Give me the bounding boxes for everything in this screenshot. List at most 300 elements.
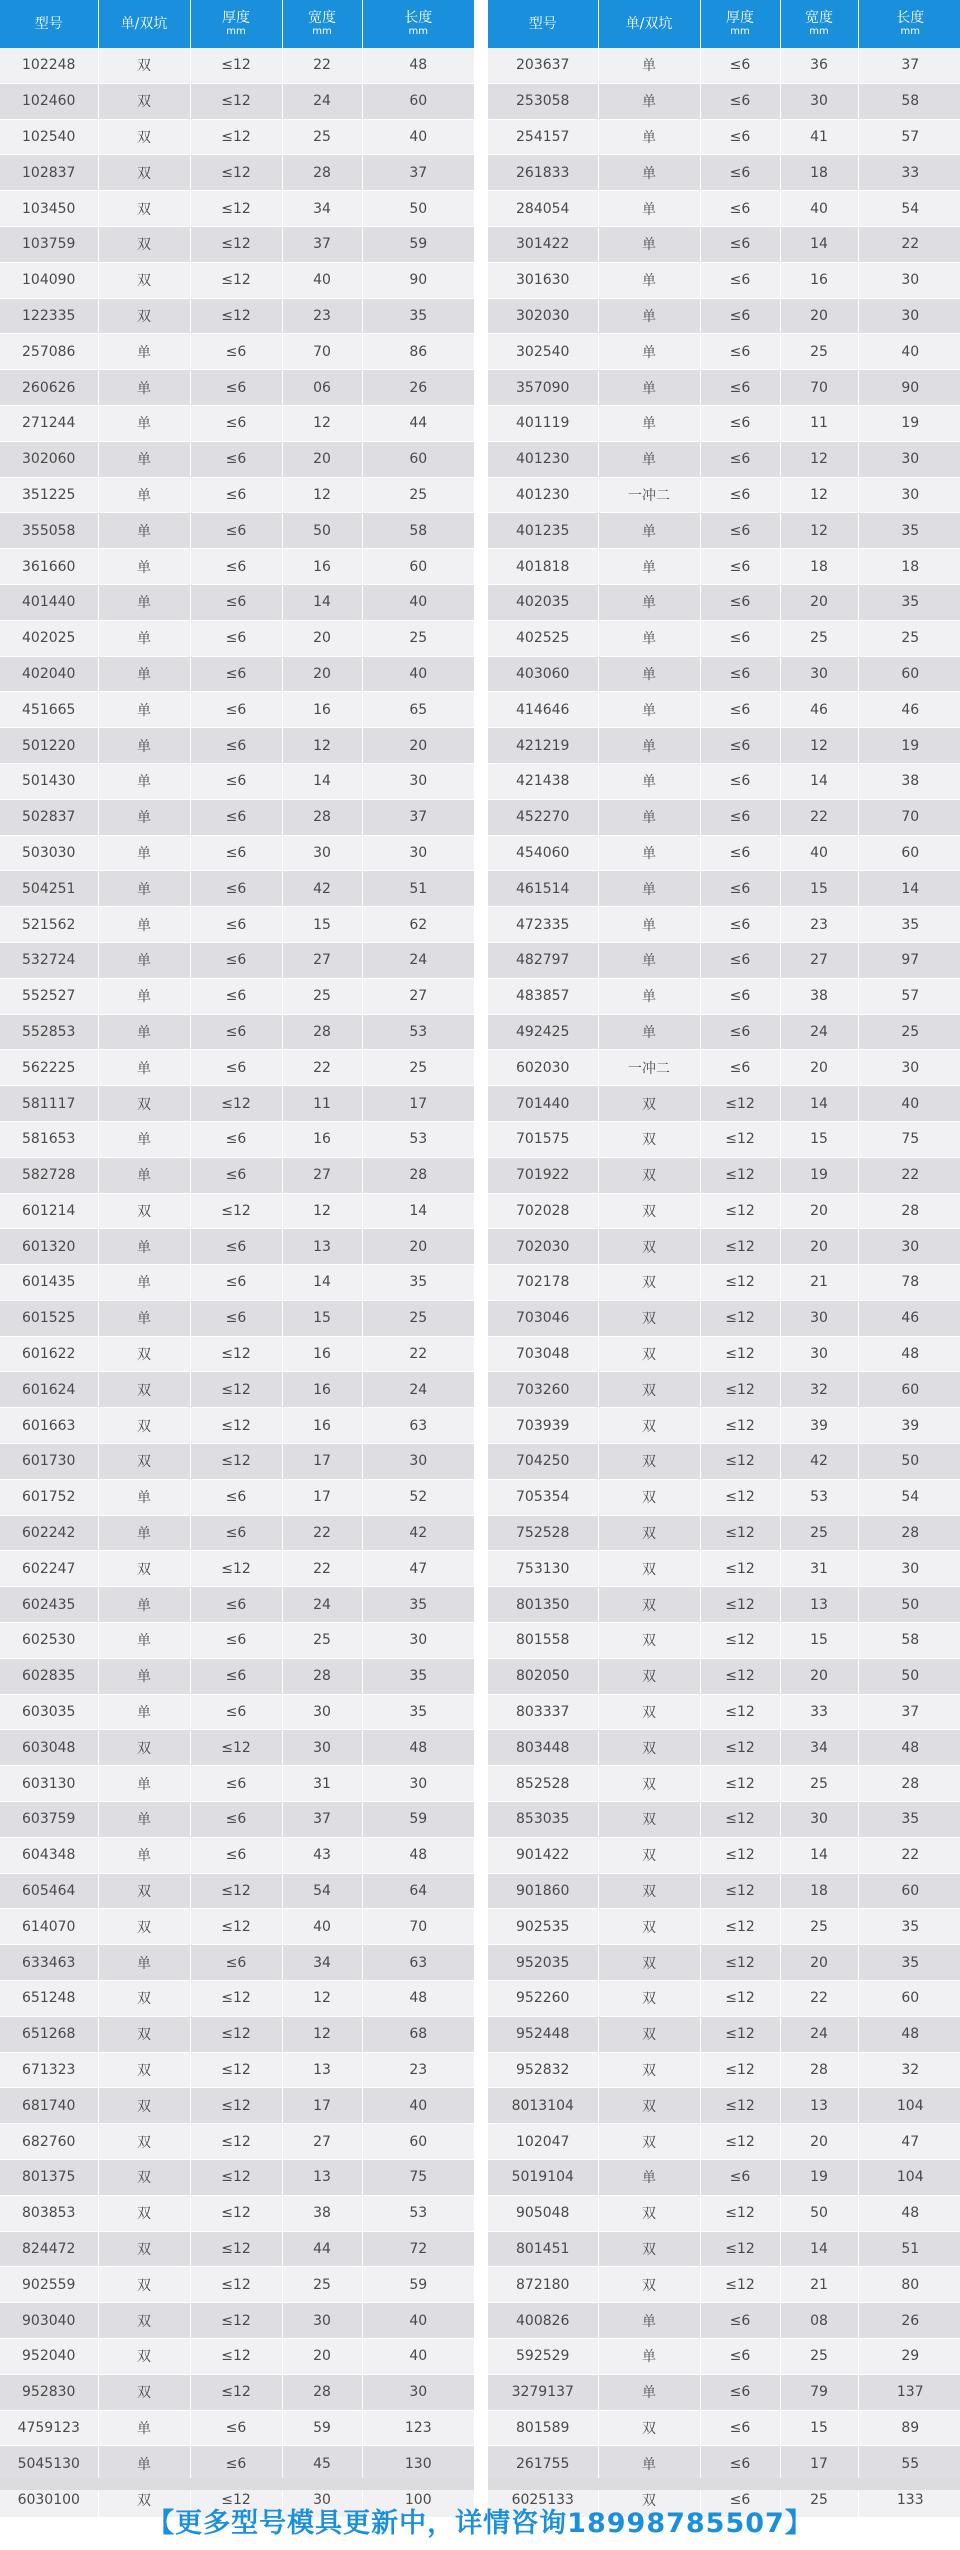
cell-model: 401235 xyxy=(488,513,598,549)
cell-thickness: ≤12 xyxy=(190,83,282,119)
cell-thickness: ≤6 xyxy=(190,907,282,943)
cell-groove: 单 xyxy=(98,835,190,871)
table-row xyxy=(0,226,474,262)
cell-width: 24 xyxy=(780,1014,858,1050)
cell-length: 30 xyxy=(858,298,960,334)
cell-thickness: ≤6 xyxy=(190,728,282,764)
cell-length: 75 xyxy=(858,1121,960,1157)
cell-length: 53 xyxy=(362,1121,474,1157)
cell-width: 30 xyxy=(282,1694,362,1730)
table-row xyxy=(0,2124,474,2160)
cell-length: 35 xyxy=(858,513,960,549)
table-row xyxy=(488,1193,960,1229)
cell-model: 421438 xyxy=(488,763,598,799)
cell-groove: 双 xyxy=(98,1444,190,1480)
table-row xyxy=(0,2446,474,2482)
cell-width: 12 xyxy=(282,477,362,513)
cell-thickness: ≤6 xyxy=(700,799,780,835)
cell-thickness: ≤6 xyxy=(190,513,282,549)
cell-width: 42 xyxy=(282,871,362,907)
cell-thickness: ≤6 xyxy=(700,2374,780,2410)
cell-thickness: ≤6 xyxy=(700,620,780,656)
cell-length: 40 xyxy=(362,656,474,692)
table-row xyxy=(488,1050,960,1086)
cell-thickness: ≤12 xyxy=(700,1444,780,1480)
cell-width: 17 xyxy=(282,2088,362,2124)
cell-length: 123 xyxy=(362,2410,474,2446)
cell-groove: 单 xyxy=(98,334,190,370)
table-row xyxy=(488,513,960,549)
cell-length: 35 xyxy=(362,1694,474,1730)
cell-length: 60 xyxy=(362,83,474,119)
cell-length: 25 xyxy=(362,1050,474,1086)
cell-length: 30 xyxy=(362,1766,474,1802)
cell-length: 60 xyxy=(858,1981,960,2017)
cell-length: 30 xyxy=(362,1444,474,1480)
cell-model: 752528 xyxy=(488,1515,598,1551)
cell-width: 20 xyxy=(780,298,858,334)
cell-length: 19 xyxy=(858,728,960,764)
cell-length: 35 xyxy=(362,298,474,334)
cell-groove: 单 xyxy=(98,441,190,477)
cell-length: 48 xyxy=(362,1837,474,1873)
cell-length: 40 xyxy=(362,2339,474,2375)
table-row xyxy=(488,2267,960,2303)
table-row xyxy=(488,1408,960,1444)
cell-length: 64 xyxy=(362,1873,474,1909)
cell-width: 31 xyxy=(282,1766,362,1802)
cell-groove: 单 xyxy=(98,1265,190,1301)
cell-width: 40 xyxy=(780,835,858,871)
cell-model: 421219 xyxy=(488,728,598,764)
cell-model: 803448 xyxy=(488,1730,598,1766)
table-row xyxy=(488,83,960,119)
cell-model: 801589 xyxy=(488,2410,598,2446)
cell-length: 37 xyxy=(362,799,474,835)
cell-width: 15 xyxy=(282,907,362,943)
cell-length: 30 xyxy=(362,835,474,871)
cell-length: 25 xyxy=(362,620,474,656)
cell-thickness: ≤6 xyxy=(700,441,780,477)
cell-length: 48 xyxy=(858,2195,960,2231)
cell-model: 301630 xyxy=(488,262,598,298)
cell-thickness: ≤6 xyxy=(190,871,282,907)
table-row xyxy=(488,370,960,406)
cell-model: 492425 xyxy=(488,1014,598,1050)
cell-groove: 双 xyxy=(98,1551,190,1587)
cell-thickness: ≤12 xyxy=(700,1551,780,1587)
table-row xyxy=(0,728,474,764)
table-row xyxy=(488,1694,960,1730)
cell-groove: 单 xyxy=(598,2374,700,2410)
cell-width: 32 xyxy=(780,1372,858,1408)
cell-model: 701922 xyxy=(488,1157,598,1193)
cell-thickness: ≤6 xyxy=(190,1050,282,1086)
cell-width: 27 xyxy=(282,2124,362,2160)
table-row xyxy=(488,799,960,835)
cell-length: 35 xyxy=(362,1658,474,1694)
cell-groove: 双 xyxy=(598,1909,700,1945)
cell-width: 37 xyxy=(282,1802,362,1838)
cell-thickness: ≤6 xyxy=(190,1300,282,1336)
cell-groove: 双 xyxy=(98,2482,190,2518)
cell-groove: 单 xyxy=(98,1802,190,1838)
cell-width: 25 xyxy=(282,978,362,1014)
cell-groove: 单 xyxy=(598,155,700,191)
cell-model: 552853 xyxy=(0,1014,98,1050)
table-row xyxy=(0,2303,474,2339)
cell-width: 16 xyxy=(282,1336,362,1372)
cell-thickness: ≤12 xyxy=(190,1551,282,1587)
cell-length: 70 xyxy=(858,799,960,835)
cell-thickness: ≤12 xyxy=(700,1121,780,1157)
table-row xyxy=(0,1515,474,1551)
cell-width: 21 xyxy=(780,2267,858,2303)
cell-width: 17 xyxy=(282,1444,362,1480)
cell-thickness: ≤12 xyxy=(190,2052,282,2088)
cell-length: 29 xyxy=(858,2339,960,2375)
cell-length: 28 xyxy=(858,1766,960,1802)
cell-thickness: ≤12 xyxy=(700,1587,780,1623)
table-row xyxy=(0,1086,474,1122)
cell-groove: 双 xyxy=(598,2052,700,2088)
cell-model: 801375 xyxy=(0,2160,98,2196)
table-row xyxy=(0,584,474,620)
cell-width: 70 xyxy=(282,334,362,370)
cell-thickness: ≤6 xyxy=(700,119,780,155)
table-row xyxy=(0,1014,474,1050)
table-row xyxy=(488,1551,960,1587)
cell-width: 19 xyxy=(780,2160,858,2196)
cell-model: 6030100 xyxy=(0,2482,98,2518)
cell-width: 42 xyxy=(780,1444,858,1480)
table-row xyxy=(0,835,474,871)
table-row xyxy=(0,155,474,191)
cell-width: 27 xyxy=(282,1157,362,1193)
header-width: 宽度 mm xyxy=(282,0,362,48)
table-row xyxy=(488,2410,960,2446)
cell-length: 25 xyxy=(362,477,474,513)
cell-groove: 单 xyxy=(598,334,700,370)
table-row xyxy=(488,1730,960,1766)
table-row xyxy=(488,2303,960,2339)
cell-thickness: ≤6 xyxy=(190,1623,282,1659)
cell-width: 22 xyxy=(780,799,858,835)
cell-groove: 单 xyxy=(98,763,190,799)
cell-model: 601320 xyxy=(0,1229,98,1265)
cell-length: 35 xyxy=(858,907,960,943)
table-row xyxy=(0,1766,474,1802)
cell-length: 48 xyxy=(362,1730,474,1766)
table-row xyxy=(0,334,474,370)
table-row xyxy=(0,549,474,585)
cell-model: 552527 xyxy=(0,978,98,1014)
cell-groove: 双 xyxy=(98,119,190,155)
cell-width: 36 xyxy=(780,48,858,83)
header-thickness: 厚度 mm xyxy=(190,0,282,48)
cell-groove: 单 xyxy=(98,1050,190,1086)
table-row xyxy=(488,441,960,477)
cell-thickness: ≤12 xyxy=(700,1945,780,1981)
table-row xyxy=(488,1372,960,1408)
table-row xyxy=(488,48,960,83)
cell-model: 604348 xyxy=(0,1837,98,1873)
cell-model: 351225 xyxy=(0,477,98,513)
cell-thickness: ≤6 xyxy=(190,978,282,1014)
cell-groove: 双 xyxy=(98,155,190,191)
table-row xyxy=(488,728,960,764)
table-row xyxy=(488,298,960,334)
cell-width: 25 xyxy=(780,620,858,656)
table-row xyxy=(488,2374,960,2410)
cell-groove: 双 xyxy=(598,1086,700,1122)
cell-length: 104 xyxy=(858,2160,960,2196)
cell-model: 402025 xyxy=(0,620,98,656)
cell-groove: 单 xyxy=(98,1587,190,1623)
table-row xyxy=(488,549,960,585)
cell-width: 13 xyxy=(282,1229,362,1265)
cell-width: 24 xyxy=(780,2016,858,2052)
table-row xyxy=(0,1909,474,1945)
cell-width: 30 xyxy=(282,2303,362,2339)
cell-thickness: ≤12 xyxy=(190,2124,282,2160)
table-row xyxy=(488,907,960,943)
cell-thickness: ≤6 xyxy=(700,1050,780,1086)
cell-length: 42 xyxy=(362,1515,474,1551)
cell-thickness: ≤12 xyxy=(700,1229,780,1265)
cell-length: 60 xyxy=(362,549,474,585)
cell-groove: 单 xyxy=(598,692,700,728)
cell-model: 403060 xyxy=(488,656,598,692)
cell-length: 48 xyxy=(362,48,474,83)
table-row xyxy=(0,262,474,298)
cell-thickness: ≤6 xyxy=(190,1515,282,1551)
cell-width: 22 xyxy=(282,48,362,83)
cell-width: 14 xyxy=(282,584,362,620)
cell-length: 14 xyxy=(362,1193,474,1229)
cell-width: 28 xyxy=(282,155,362,191)
cell-thickness: ≤12 xyxy=(190,2016,282,2052)
cell-groove: 单 xyxy=(598,2339,700,2375)
cell-width: 20 xyxy=(780,2124,858,2160)
cell-model: 102837 xyxy=(0,155,98,191)
cell-thickness: ≤12 xyxy=(700,1479,780,1515)
table-body-right xyxy=(488,48,960,2517)
header-length-unit: mm xyxy=(408,26,428,37)
table-row xyxy=(488,1265,960,1301)
header-width: 宽度 mm xyxy=(780,0,858,48)
cell-groove: 单 xyxy=(98,477,190,513)
cell-groove: 单 xyxy=(598,728,700,764)
cell-thickness: ≤6 xyxy=(190,1658,282,1694)
cell-length: 80 xyxy=(858,2267,960,2303)
cell-width: 22 xyxy=(780,1981,858,2017)
table-row xyxy=(0,191,474,227)
cell-groove: 双 xyxy=(98,2160,190,2196)
cell-width: 31 xyxy=(780,1551,858,1587)
cell-groove: 单 xyxy=(598,1014,700,1050)
cell-thickness: ≤12 xyxy=(700,1157,780,1193)
table-row xyxy=(488,405,960,441)
table-row xyxy=(488,871,960,907)
cell-length: 22 xyxy=(362,1336,474,1372)
cell-groove: 双 xyxy=(98,2267,190,2303)
cell-thickness: ≤6 xyxy=(700,656,780,692)
cell-length: 30 xyxy=(362,2374,474,2410)
cell-width: 40 xyxy=(780,191,858,227)
cell-model: 483857 xyxy=(488,978,598,1014)
cell-width: 50 xyxy=(282,513,362,549)
cell-width: 30 xyxy=(282,1730,362,1766)
cell-groove: 单 xyxy=(598,2303,700,2339)
table-row xyxy=(0,1587,474,1623)
cell-length: 57 xyxy=(858,119,960,155)
cell-length: 30 xyxy=(858,262,960,298)
table-row xyxy=(488,1766,960,1802)
cell-length: 52 xyxy=(362,1479,474,1515)
cell-model: 602835 xyxy=(0,1658,98,1694)
cell-groove: 双 xyxy=(98,1873,190,1909)
cell-length: 70 xyxy=(362,1909,474,1945)
table-row xyxy=(0,2052,474,2088)
cell-thickness: ≤12 xyxy=(700,1372,780,1408)
cell-length: 59 xyxy=(362,2267,474,2303)
cell-width: 14 xyxy=(780,2231,858,2267)
table-row xyxy=(0,441,474,477)
table-row xyxy=(0,1408,474,1444)
cell-length: 65 xyxy=(362,692,474,728)
cell-groove: 双 xyxy=(598,1372,700,1408)
cell-thickness: ≤6 xyxy=(700,155,780,191)
cell-width: 27 xyxy=(780,942,858,978)
cell-width: 21 xyxy=(780,1265,858,1301)
cell-width: 27 xyxy=(282,942,362,978)
table-footer-strip xyxy=(0,2478,474,2490)
table-row xyxy=(0,620,474,656)
cell-groove: 双 xyxy=(98,1981,190,2017)
cell-thickness: ≤12 xyxy=(700,1802,780,1838)
cell-thickness: ≤12 xyxy=(190,191,282,227)
cell-model: 702178 xyxy=(488,1265,598,1301)
cell-width: 53 xyxy=(780,1479,858,1515)
table-row xyxy=(488,1623,960,1659)
cell-model: 581653 xyxy=(0,1121,98,1157)
cell-groove: 双 xyxy=(598,2231,700,2267)
table-row xyxy=(0,1193,474,1229)
cell-model: 454060 xyxy=(488,835,598,871)
table-row xyxy=(488,2339,960,2375)
cell-length: 35 xyxy=(858,1945,960,1981)
cell-thickness: ≤12 xyxy=(190,1730,282,1766)
cell-length: 25 xyxy=(362,1300,474,1336)
cell-length: 37 xyxy=(362,155,474,191)
table-row xyxy=(488,334,960,370)
cell-model: 901422 xyxy=(488,1837,598,1873)
cell-width: 34 xyxy=(282,191,362,227)
cell-length: 100 xyxy=(362,2482,474,2518)
cell-model: 402035 xyxy=(488,584,598,620)
cell-thickness: ≤12 xyxy=(700,1909,780,1945)
cell-model: 203637 xyxy=(488,48,598,83)
cell-model: 603130 xyxy=(0,1766,98,1802)
table-row xyxy=(0,1300,474,1336)
cell-groove: 单 xyxy=(598,942,700,978)
cell-length: 57 xyxy=(858,978,960,1014)
table-row xyxy=(488,1014,960,1050)
table-row xyxy=(488,942,960,978)
table-footer-strip xyxy=(488,2478,960,2490)
table-row xyxy=(488,978,960,1014)
table-row xyxy=(488,1157,960,1193)
cell-length: 50 xyxy=(858,1658,960,1694)
cell-groove: 单 xyxy=(598,978,700,1014)
table-row xyxy=(0,1050,474,1086)
header-model: 型号 xyxy=(488,0,598,48)
cell-groove: 双 xyxy=(98,2088,190,2124)
cell-thickness: ≤6 xyxy=(700,2446,780,2482)
cell-groove: 单 xyxy=(598,620,700,656)
cell-width: 15 xyxy=(780,1623,858,1659)
cell-thickness: ≤12 xyxy=(190,1408,282,1444)
cell-length: 30 xyxy=(858,1551,960,1587)
header-length: 长度 mm xyxy=(858,0,960,48)
cell-model: 614070 xyxy=(0,1909,98,1945)
cell-model: 504251 xyxy=(0,871,98,907)
cell-width: 40 xyxy=(282,262,362,298)
table-row xyxy=(488,2231,960,2267)
cell-model: 651248 xyxy=(0,1981,98,2017)
cell-thickness: ≤12 xyxy=(700,1766,780,1802)
cell-length: 48 xyxy=(858,1336,960,1372)
cell-model: 5045130 xyxy=(0,2446,98,2482)
cell-model: 603035 xyxy=(0,1694,98,1730)
cell-width: 23 xyxy=(780,907,858,943)
cell-thickness: ≤6 xyxy=(700,226,780,262)
table-row xyxy=(488,1981,960,2017)
cell-width: 22 xyxy=(282,1050,362,1086)
cell-thickness: ≤12 xyxy=(700,1515,780,1551)
cell-groove: 双 xyxy=(98,262,190,298)
cell-model: 602030 xyxy=(488,1050,598,1086)
cell-groove: 双 xyxy=(98,1408,190,1444)
cell-length: 28 xyxy=(362,1157,474,1193)
cell-thickness: ≤6 xyxy=(190,334,282,370)
cell-model: 5019104 xyxy=(488,2160,598,2196)
cell-length: 90 xyxy=(858,370,960,406)
cell-width: 13 xyxy=(282,2052,362,2088)
cell-groove: 单 xyxy=(98,405,190,441)
cell-groove: 双 xyxy=(598,1658,700,1694)
table-row xyxy=(488,191,960,227)
cell-groove: 双 xyxy=(98,2303,190,2339)
cell-length: 48 xyxy=(858,2016,960,2052)
cell-width: 20 xyxy=(780,1229,858,1265)
cell-length: 22 xyxy=(858,226,960,262)
table-row xyxy=(0,1479,474,1515)
cell-width: 28 xyxy=(780,2052,858,2088)
cell-thickness: ≤12 xyxy=(700,1265,780,1301)
cell-model: 803337 xyxy=(488,1694,598,1730)
cell-groove: 双 xyxy=(98,2195,190,2231)
cell-length: 75 xyxy=(362,2160,474,2196)
cell-model: 952448 xyxy=(488,2016,598,2052)
cell-width: 14 xyxy=(780,1837,858,1873)
cell-width: 17 xyxy=(282,1479,362,1515)
cell-width: 30 xyxy=(780,83,858,119)
cell-model: 853035 xyxy=(488,1802,598,1838)
cell-width: 45 xyxy=(282,2446,362,2482)
cell-thickness: ≤6 xyxy=(190,441,282,477)
